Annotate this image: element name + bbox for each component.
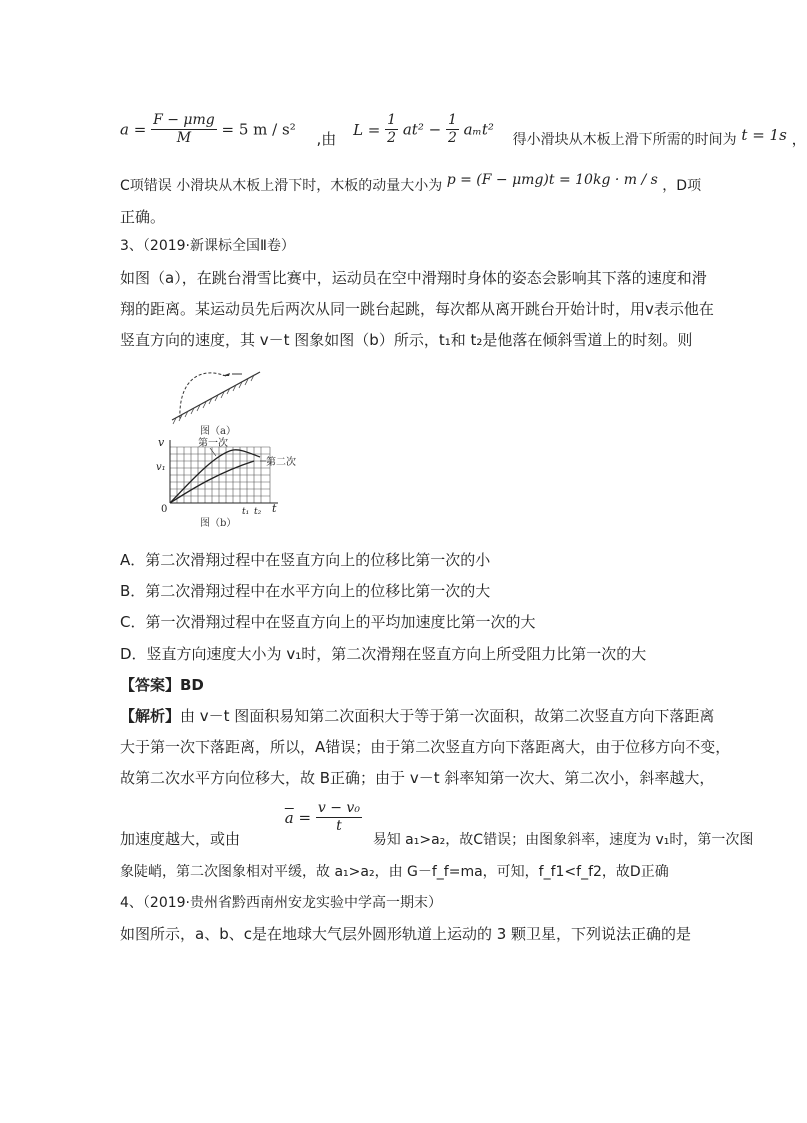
figure-a-drawing	[172, 372, 260, 424]
option-a: A．第二次滑翔过程中在竖直方向上的位移比第一次的小	[120, 551, 491, 569]
origin-label: 0	[161, 504, 168, 515]
question-4-header: 4、（2019·贵州省黔西南州安龙实验中学高一期末）	[120, 895, 442, 911]
first-curve-label: 第一次	[198, 438, 228, 449]
momentum-eq: p = (F − μmg)t = 10kg · m / s	[446, 172, 658, 188]
half-fraction-1: $\frac{1}{2}$	[387, 112, 397, 146]
question-3-stem-3: 竖直方向的速度，其 v－t 图象如图（b）所示，t₁和 t₂是他落在倾斜雪道上的时刻。则	[120, 331, 693, 349]
momentum-tail: ，D项	[662, 178, 702, 194]
axis-v-label: v	[158, 436, 165, 449]
accel-numerator: F − μmg	[153, 112, 215, 128]
question-3-stem-1: 如图（a），在跳台滑雪比赛中，运动员在空中滑翔时身体的姿态会影响其下落的速度和滑	[120, 269, 707, 287]
momentum-text: C项错误 小滑块从木板上滑下时，木板的动量大小为	[120, 178, 443, 194]
analysis-line-3: 故第二次水平方向位移大，故 B正确；由于 v－t 斜率知第一次大、第二次小，斜率越大，	[120, 769, 715, 787]
at-squared: at² −	[402, 120, 442, 139]
mean-accel-fraction	[316, 800, 362, 835]
correct-line: 正确。	[120, 208, 166, 226]
mean-accel-numerator: v − v₀	[317, 800, 360, 816]
question-4-stem: 如图所示，a、b、c是在地球大气层外圆形轨道上运动的 3 颗卫星，下列说法正确的是	[120, 925, 692, 943]
analysis-line-2: 大于第一次下落距离，所以，A错误；由于第二次竖直方向下落距离大，由于位移方向不变，	[120, 738, 731, 756]
analysis-line-1	[120, 706, 714, 726]
accel-lhs: a =	[120, 120, 147, 139]
mean-accel-denominator: t	[336, 818, 342, 834]
second-curve-label: 第二次	[266, 457, 296, 468]
time-eq: t = 1s	[741, 126, 787, 144]
time-text: 得小滑块从木板上滑下所需的时间为	[512, 132, 737, 148]
you-text: ,由	[316, 130, 337, 148]
figure-b-graph	[170, 440, 278, 503]
momentum-line	[120, 170, 701, 196]
t1-label: t₁	[242, 507, 250, 517]
analysis-line-4	[120, 800, 753, 848]
a-bar-symbol: $\overline{a}$	[284, 808, 294, 827]
accel-rhs: = 5 m / s²	[221, 120, 296, 139]
figure-b-label: 图（b）	[200, 518, 237, 529]
figure-ski-jump	[150, 362, 296, 532]
comma: ，	[791, 130, 807, 148]
formula-row-1	[120, 112, 807, 156]
v1-label: v₁	[156, 462, 166, 473]
equals-sign: =	[298, 808, 312, 827]
length-lhs: L =	[353, 120, 381, 139]
analysis-tag: 【解析】	[120, 707, 181, 725]
answer-line: 【答案】BD	[120, 676, 204, 694]
accel-denominator: M	[176, 130, 192, 146]
option-d: D．竖直方向速度大小为 v₁时，第二次滑翔在竖直方向上所受阻力比第一次的大	[120, 645, 647, 663]
option-c: C．第一次滑翔过程中在竖直方向上的平均加速度比第一次的大	[120, 613, 536, 631]
figure-a-label: 图（a）	[200, 426, 236, 437]
axis-t-label: t	[272, 502, 277, 515]
analysis-text-4b: 易知 a₁>a₂，故C错误；由图象斜率，速度为 v₁时，第一次图	[372, 832, 754, 848]
analysis-text-4a: 加速度越大，或由	[120, 830, 241, 848]
question-3-stem-2: 翔的距离。某运动员先后两次从同一跳台起跳，每次都从离开跳台开始计时，用v表示他在	[120, 300, 714, 318]
t2-label: t₂	[254, 507, 262, 517]
half-fraction-2: $\frac{1}{2}$	[447, 112, 457, 146]
question-3-header: 3、（2019·新课标全国Ⅱ卷）	[120, 238, 295, 254]
analysis-line-5: 象陡峭，第二次图象相对平缓，故 a₁>a₂，由 G－f_f=ma，可知，f_f1<f_f2，故D正确	[120, 864, 669, 880]
option-b: B．第二次滑翔过程中在水平方向上的位移比第一次的大	[120, 582, 491, 600]
analysis-text-1: 由 v－t 图面积易知第二次面积大于等于第一次面积，故第二次竖直方向下落距离	[180, 707, 715, 725]
am-t-squared: aₘt²	[463, 120, 494, 139]
accel-fraction	[151, 112, 217, 147]
